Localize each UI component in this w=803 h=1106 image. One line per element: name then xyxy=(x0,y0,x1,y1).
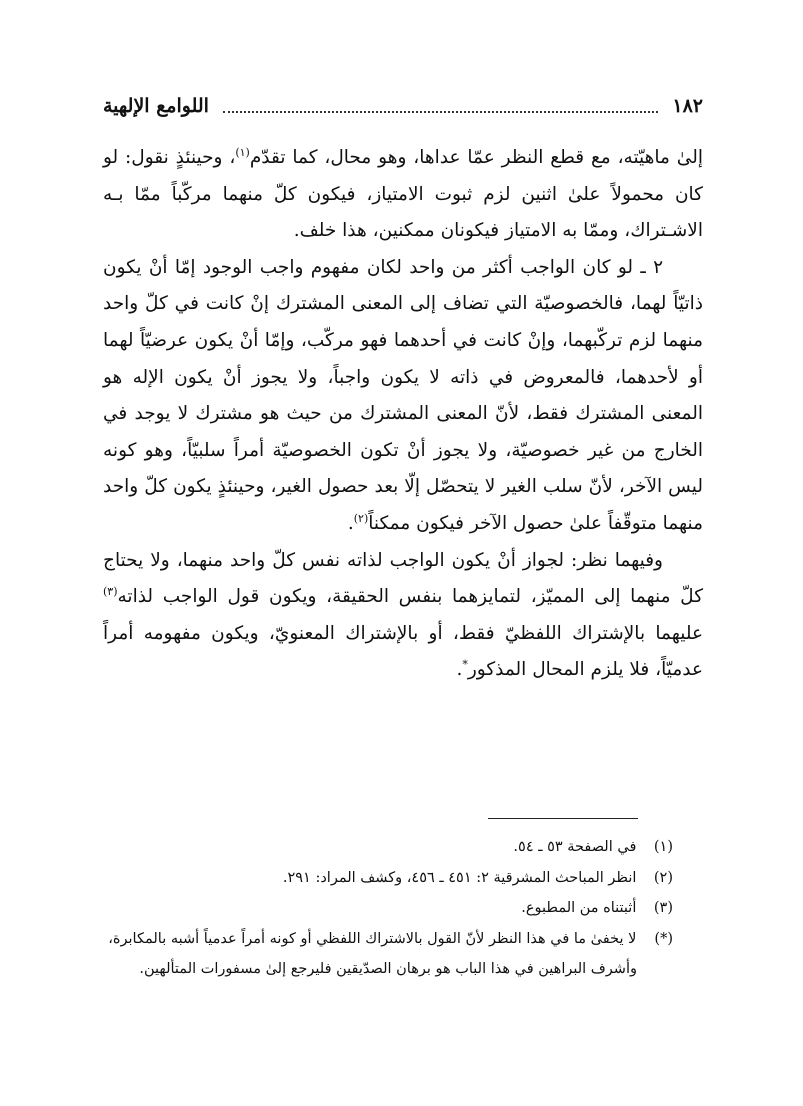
footnote-star xyxy=(103,924,703,955)
footnote-2 xyxy=(103,863,703,894)
paragraph-2 xyxy=(103,250,703,543)
footnote-star-number: (*) xyxy=(654,930,673,947)
footnote-star-continuation: وأشرف البراهين في هذا الباب هو برهان الصدّيقين فليرجع إلىٰ مسفورات المتألهين. xyxy=(139,961,637,977)
footnote-3-number: (٣) xyxy=(653,900,673,916)
footnote-ref-1[interactable]: (١) xyxy=(235,145,250,159)
main-text xyxy=(103,140,703,689)
footnote-1-text: في الصفحة ٥٣ ـ ٥٤. xyxy=(513,839,637,855)
footnote-1 xyxy=(103,832,703,863)
running-header xyxy=(103,88,703,124)
footnote-separator xyxy=(488,818,638,819)
footnote-ref-2[interactable]: (٢) xyxy=(353,511,369,525)
running-title: اللوامع الإلهية xyxy=(103,95,209,117)
header-leader-dots xyxy=(223,99,658,113)
footnote-3 xyxy=(103,893,703,924)
footnote-3-text: أثبتناه من المطبوع. xyxy=(521,900,637,916)
paragraph-1 xyxy=(103,140,703,250)
paragraph-2-text: ٢ ـ لو كان الواجب أكثر من واحد لكان مفهوم واجب الوجود إمّا أنْ يكون ذاتيّاً لهما، فالخصوصيّة التي تضاف إلى المعنى المشترك إنْ كانت في كلّ واحد منهما لزم تركّبهما، وإنْ كانت في أحدهما فهو مركّب، وإمّا أنْ يكون عرضيّاً لهما أو لأحدهما، فالمعروض في ذاته لا يكون واجباً، ولا يجوز أنْ يكون الإله هو المعنى المشترك فقط، لأنّ المعنى المشترك من حيث هو مشترك لا يوجد في الخارج من غير خصوصيّة، ولا يجوز أنْ تكون الخصوصيّة أمراً سلبيّاً، وهو كونه ليس الآخر، لأنّ سلب الغير لا يتحصّل إلّا بعد حصول الغير، وحينئذٍ يكون كلّ واحد منهما متوقّفاً علىٰ حصول الآخر فيكون ممكناً xyxy=(103,256,703,534)
paragraph-3-text-cont: عليهما بالإشتراك اللفظيّ فقط، أو بالإشتراك المعنويّ، ويكون مفهومه أمراً عدميّاً، فلا يلزم المحال المذكور xyxy=(103,622,703,681)
footnotes xyxy=(103,832,703,985)
footnote-1-number: (١) xyxy=(653,839,673,855)
paragraph-1-text: إلىٰ ماهيّته، مع قطع النظر عمّا عداها، وهو محال، كما تقدّم xyxy=(249,147,703,168)
footnote-ref-star[interactable]: * xyxy=(462,658,468,672)
paragraph-2-end: . xyxy=(347,512,354,534)
paragraph-3-end: . xyxy=(456,659,463,681)
paragraph-1-text-cont: ، وحينئذٍ نقول: لو كان محمولاً علىٰ اثنين لزم ثبوت الامتياز، فيكون كلّ منهما مركّباً ممّا بـه الاشـتراك، وممّا به الامتياز فيكونان ممكنين، هذا خلف. xyxy=(103,147,703,242)
page-number: ١٨٢ xyxy=(672,95,703,117)
footnote-ref-3[interactable]: (٣) xyxy=(103,584,118,598)
paragraph-3-text: وفيهما نظر: لجواز أنْ يكون الواجب لذاته نفس كلّ واحد منهما، ولا يحتاج كلّ منهما إلى المميّز، لتمايزهما بنفس الحقيقة، ويكون قول الواجب لذاته xyxy=(103,549,703,608)
footnote-2-text: انظر المباحث المشرقية ٢: ٤٥١ ـ ٤٥٦، وكشف المراد: ٢٩١. xyxy=(282,869,637,886)
footnote-star-text: لا يخفىٰ ما في هذا النظر لأنّ القول بالاشتراك اللفظي أو كونه أمراً عدمياً أشبه بالمكابرة، xyxy=(108,930,637,947)
paragraph-3 xyxy=(103,543,703,689)
footnote-2-number: (٢) xyxy=(653,869,673,886)
